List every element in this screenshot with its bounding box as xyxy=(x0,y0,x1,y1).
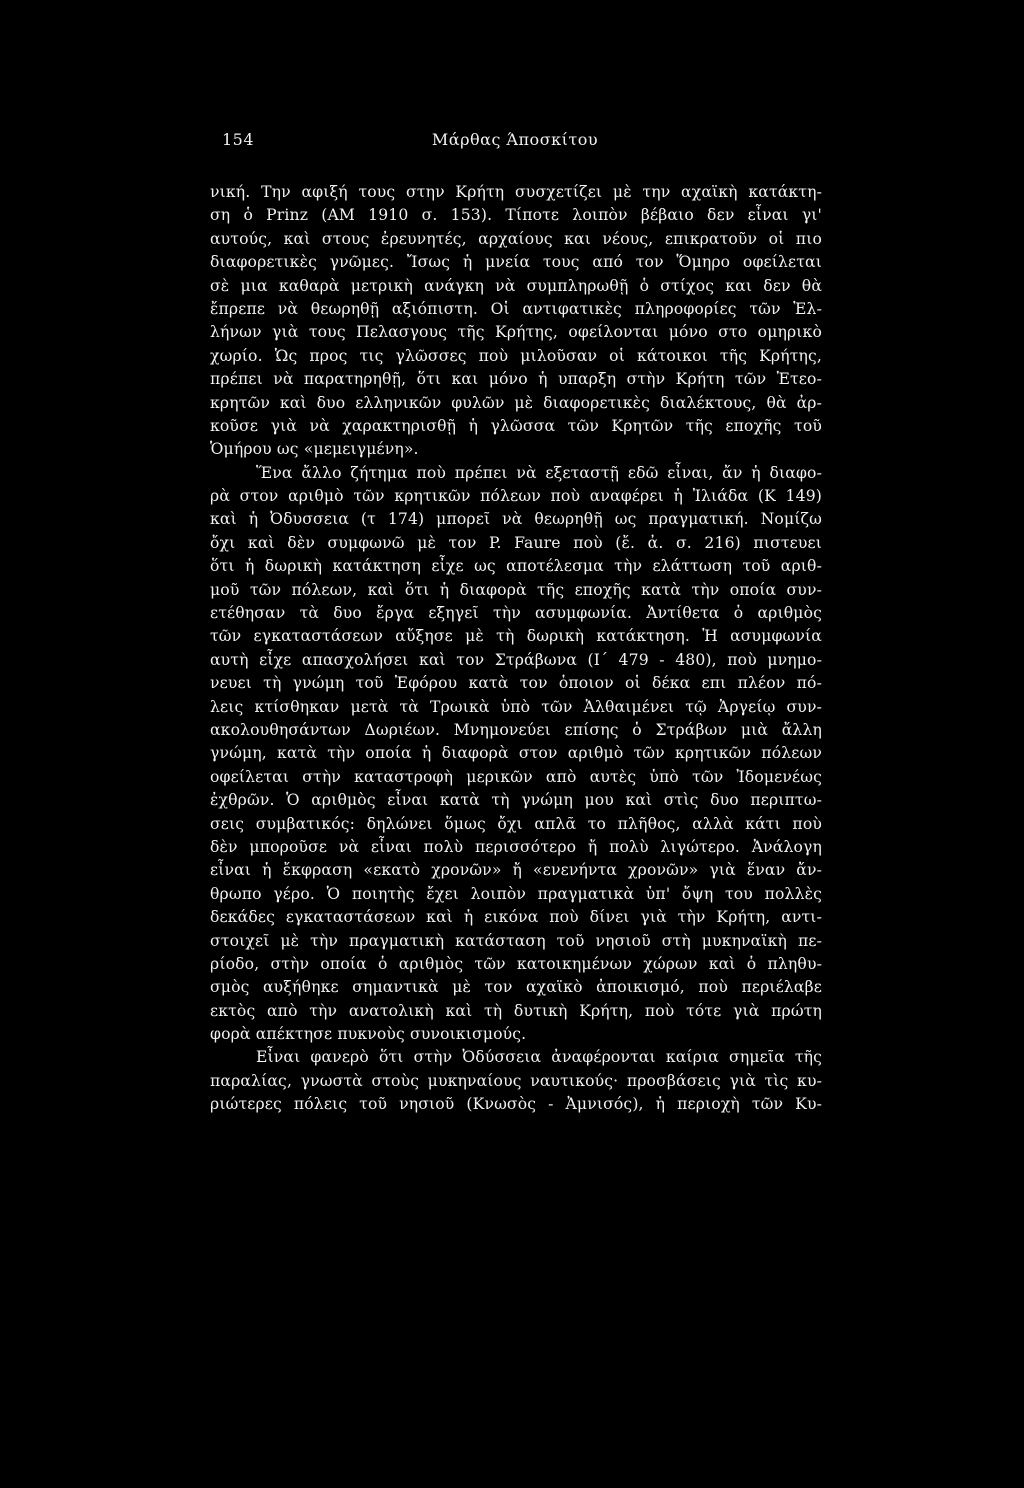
text-line: νευει τὴ γνώμη τοῦ Ἐφόρου κατὰ τον ὁποιον οἱ δέκα επι πλέον πό- xyxy=(210,674,822,693)
text-line: μοῦ τῶν πόλεων, καὶ ὅτι ἡ διαφορὰ τῆς εποχῆς κατὰ τὴν οποία συν- xyxy=(210,580,822,599)
text-line: ση ὁ Prinz (AM 1910 σ. 153). Τίποτε λοιπὸν βέβαιο δεν εἶναι γι' xyxy=(210,206,822,225)
text-line: Ὁμήρου ως «μεμειγμένη». xyxy=(210,440,419,459)
text-line: πρέπει νὰ παρατηρηθῇ, ὅτι και μόνο ἡ υπαρξη στὴν Κρήτη τῶν Ἐτεο- xyxy=(210,370,822,389)
text-line: ἔπρεπε νὰ θεωρηθῇ αξιόπιστη. Οἱ αντιφατικὲς πληροφορίες τῶν Ἑλ- xyxy=(210,299,822,318)
text-line: διαφορετικὲς γνῶμες. Ἴσως ἡ μνεία τους από τον Ὅμηρο οφείλεται xyxy=(210,253,822,272)
page-number: 154 xyxy=(222,130,255,149)
text-line: φορὰ απέκτησε πυκνοὺς συνοικισμούς. xyxy=(210,1025,527,1044)
text-line: θρωπο γέρο. Ὁ ποιητὴς ἔχει λοιπὸν πραγματικὰ ὑπ' ὄψη του πολλὲς xyxy=(210,884,822,903)
text-line: ετέθησαν τὰ δυο ἔργα εξηγεῖ τὴν ασυμφωνία. Ἀντίθετα ὁ αριθμὸς xyxy=(210,604,822,623)
text-line: ρίοδο, στὴν οποία ὁ αριθμὸς τῶν κατοικημένων χώρων καὶ ὁ πληθυ- xyxy=(210,954,822,973)
text-line: εκτὸς απὸ τὴν ανατολικὴ καὶ τὴ δυτικὴ Κρήτη, ποὺ τότε γιὰ πρώτη xyxy=(210,1001,822,1020)
text-line: σὲ μια καθαρὰ μετρικὴ ανάγκη νὰ συμπληρωθῇ ὁ στίχος και δεν θὰ xyxy=(210,276,822,295)
text-line: καὶ ἡ Ὀδυσσεια (τ 174) μπορεῖ νὰ θεωρηθῇ ως πραγματική. Νομίζω xyxy=(210,510,822,529)
text-line: σεις συμβατικός: δηλώνει ὅμως ὄχι απλᾶ το πλῆθος, αλλὰ κάτι ποὺ xyxy=(210,814,822,833)
text-line: ρὰ στον αριθμὸ τῶν κρητικῶν πόλεων ποὺ αναφέρει ἡ Ἰλιάδα (Κ 149) xyxy=(210,487,822,506)
running-head: Μάρθας Άποσκίτου xyxy=(431,130,599,149)
text-line: κοῦσε γιὰ νὰ χαρακτηρισθῇ ἡ γλῶσσα τῶν Κρητῶν τῆς εποχῆς τοῦ xyxy=(210,416,822,435)
text-line: Ἕνα ἄλλο ζήτημα ποὺ πρέπει νὰ εξεταστῇ εδῶ εἶναι, ἄν ἡ διαφο- xyxy=(256,463,822,482)
text-line: κρητῶν καὶ δυο ελληνικῶν φυλῶν μὲ διαφορετικὲς διαλέκτους, θὰ ἀρ- xyxy=(210,393,822,412)
text-line: χωρίο. Ὡς προς τις γλῶσσες ποὺ μιλοῦσαν οἱ κάτοικοι τῆς Κρήτης, xyxy=(210,346,822,365)
text-line: παραλίας, γνωστὰ στοὺς μυκηναίους ναυτικούς· προσβάσεις γιὰ τὶς κυ- xyxy=(210,1071,822,1090)
text-line: αυτὴ εἶχε απασχολήσει καὶ τον Στράβωνα (Ι΄ 479 - 480), ποὺ μνημο- xyxy=(210,650,822,669)
text-line: ακολουθησάντων Δωριέων. Μνημονεύει επίσης ὁ Στράβων μιὰ ἄλλη xyxy=(210,720,822,739)
text-line: γνώμη, κατὰ τὴν οποία ἡ διαφορὰ στον αριθμὸ τῶν κρητικῶν πόλεων xyxy=(210,744,822,763)
text-line: αυτούς, καὶ στους ἐρευνητές, αρχαίους και νέους, επικρατοῦν οἱ πιο xyxy=(210,229,822,248)
text-line: λήνων γιὰ τους Πελασγους τῆς Κρήτης, οφείλονται μόνο στο ομηρικὸ xyxy=(210,323,822,342)
body-text xyxy=(210,181,822,1117)
text-line: δεκάδες εγκαταστάσεων καὶ ἡ εικόνα ποὺ δίνει γιὰ τὴν Κρήτη, αντι- xyxy=(210,908,822,927)
text-line: οφείλεται στὴν καταστροφὴ μερικῶν απὸ αυτὲς ὑπὸ τῶν Ἰδομενέως xyxy=(210,767,822,786)
text-line: τῶν εγκαταστάσεων αὔξησε μὲ τὴ δωρικὴ κατάκτηση. Ἡ ασυμφωνία xyxy=(210,627,822,646)
text-line: λεις κτίσθηκαν μετὰ τὰ Τρωικὰ ὑπὸ τῶν Ἀλθαιμένει τῷ Ἀργείῳ συν- xyxy=(210,697,822,716)
text-line: ὅτι ἡ δωρικὴ κατάκτηση εἶχε ως αποτέλεσμα τὴν ελάττωση τοῦ αριθ- xyxy=(210,557,822,576)
page-header xyxy=(222,130,808,156)
text-line: Εἶναι φανερὸ ὅτι στὴν Ὀδύσσεια ἀναφέρονται καίρια σημεῖα τῆς xyxy=(256,1048,822,1067)
text-line: νική. Την αφιξή τους στην Κρήτη συσχετίζει μὲ την αχαϊκὴ κατάκτη- xyxy=(210,183,822,201)
text-line: εἶναι ἡ ἔκφραση «εκατὸ χρονῶν» ἤ «ενενήντα χρονῶν» γιὰ ἕναν ἄν- xyxy=(210,861,822,880)
text-line: σμὸς αυξήθηκε σημαντικὰ μὲ τον αχαϊκὸ ἀποικισμό, ποὺ περιέλαβε xyxy=(210,978,822,997)
text-line: στοιχεῖ μὲ τὴν πραγματικὴ κατάσταση τοῦ νησιοῦ στὴ μυκηναϊκὴ πε- xyxy=(210,931,822,950)
text-line: ριώτερες πόλεις τοῦ νησιοῦ (Κνωσὸς - Ἀμνισός), ἡ περιοχὴ τῶν Κυ- xyxy=(210,1095,822,1114)
text-line: δὲν μποροῦσε νὰ εἶναι πολὺ περισσότερο ἤ πολὺ λιγώτερο. Ἀνάλογη xyxy=(210,837,822,856)
text-line: ὄχι καὶ δὲν συμφωνῶ μὲ τον P. Faure ποὺ (ἔ. ἀ. σ. 216) πιστευει xyxy=(210,533,822,552)
text-line: ἐχθρῶν. Ὁ αριθμὸς εἶναι κατὰ τὴ γνώμη μου καὶ στὶς δυο περιπτω- xyxy=(210,791,822,810)
